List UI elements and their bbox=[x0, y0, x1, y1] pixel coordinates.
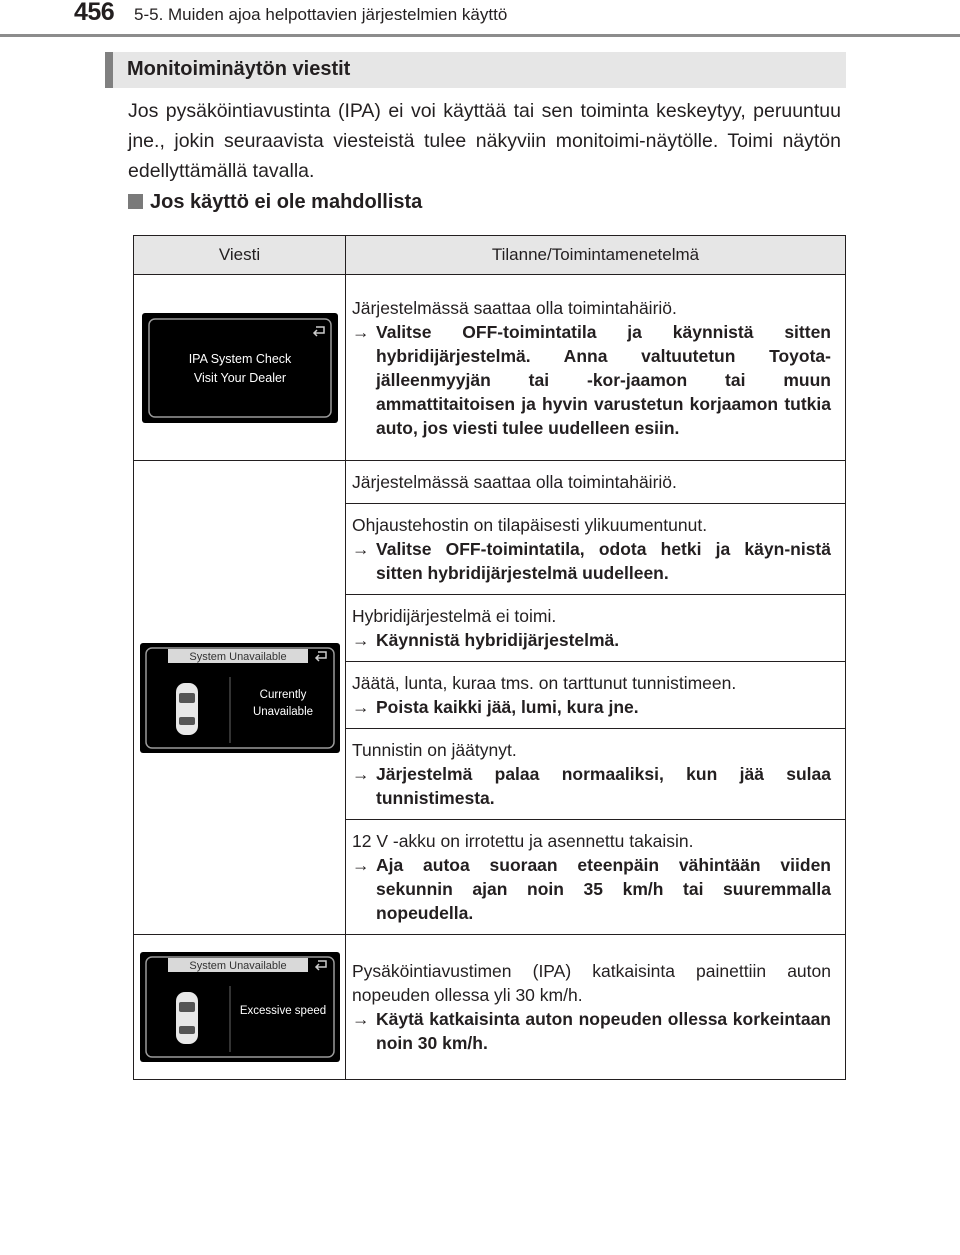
action-text: Aja autoa suoraan eteenpäin vähintään viiden sekunnin ajan noin 35 km/h tai suuremmalla nopeudella. bbox=[376, 855, 831, 923]
arrow-icon: → bbox=[352, 630, 370, 650]
table-row bbox=[134, 461, 846, 504]
screen-line-1: IPA System Check bbox=[188, 351, 291, 366]
header-divider bbox=[0, 34, 960, 37]
chapter-title: 5-5. Muiden ajoa helpottavien järjestelmien käyttö bbox=[134, 5, 508, 24]
section-heading-text: Monitoiminäytön viestit bbox=[127, 58, 351, 80]
column-header-message: Viesti bbox=[134, 236, 346, 275]
arrow-icon: → bbox=[352, 764, 370, 784]
message-table bbox=[133, 235, 846, 1080]
action-item bbox=[352, 695, 831, 719]
situation-cell bbox=[346, 461, 846, 504]
table-row bbox=[134, 275, 846, 461]
action-text: Valitse OFF-toimintatila, odota hetki ja käyn-nistä sitten hybridijärjestelmä uudelleen. bbox=[376, 539, 831, 583]
table-header-row bbox=[134, 236, 846, 275]
subheading-text: Jos käyttö ei ole mahdollista bbox=[150, 191, 423, 213]
intro-paragraph: Jos pysäköintiavustinta (IPA) ei voi käyttää tai sen toiminta keskeytyy, peruuntuu jne., jokin seuraavista viesteistä tulee näkyviin monitoimi-näytölle. Toimi näytön edellyttämällä tavalla. bbox=[128, 100, 841, 182]
situation-cell bbox=[346, 504, 846, 595]
system-unavailable-screen bbox=[140, 643, 340, 753]
screen-frame bbox=[142, 313, 338, 423]
situation-cell bbox=[346, 935, 846, 1080]
situation-text: Jäätä, lunta, kuraa tms. on tarttunut tunnistimeen. bbox=[352, 673, 737, 693]
action-item bbox=[352, 853, 831, 925]
screen-line-2: Visit Your Dealer bbox=[193, 370, 286, 385]
situation-text: Hybridijärjestelmä ei toimi. bbox=[352, 606, 557, 626]
screen-line-1: Excessive speed bbox=[239, 1005, 326, 1017]
action-text: Valitse OFF-toimintatila ja käynnistä sitten hybridijärjestelmä. Anna valtuutetun Toyota-jälleenmyyjän tai -kor-jaamon tai muun ammattitaitoisen ja hyvin varustetun korjaamon tutkia auto, jos viesti tulee uudelleen esiin. bbox=[376, 321, 831, 438]
action-text: Käynnistä hybridijärjestelmä. bbox=[376, 630, 620, 650]
column-header-situation: Tilanne/Toimintamenetelmä bbox=[346, 236, 846, 275]
arrow-icon: → bbox=[352, 855, 370, 875]
arrow-icon: → bbox=[352, 539, 370, 559]
message-image-cell bbox=[134, 461, 346, 935]
situation-text: Järjestelmässä saattaa olla toimintahäiriö. bbox=[352, 472, 677, 492]
situation-text: Ohjaustehostin on tilapäisesti ylikuumentunut. bbox=[352, 515, 708, 535]
message-image-cell bbox=[134, 275, 346, 461]
situation-text: 12 V -akku on irrotettu ja asennettu takaisin. bbox=[352, 831, 694, 851]
banner-text: System Unavailable bbox=[188, 960, 287, 972]
arrow-icon: → bbox=[352, 1009, 370, 1029]
screen-line-2: Unavailable bbox=[252, 705, 313, 718]
heading-accent-bar bbox=[105, 52, 113, 88]
action-item bbox=[352, 1007, 831, 1055]
excessive-speed-screen bbox=[140, 952, 340, 1062]
situation-cell bbox=[346, 275, 846, 461]
action-item bbox=[352, 537, 831, 585]
message-image-cell bbox=[134, 935, 346, 1080]
action-item bbox=[352, 628, 831, 652]
situation-cell bbox=[346, 662, 846, 729]
ipa-system-check-screen bbox=[142, 313, 338, 423]
page-number: 456 bbox=[74, 0, 115, 26]
screen-line-1: Currently bbox=[259, 688, 306, 701]
table-row bbox=[134, 935, 846, 1080]
situation-cell bbox=[346, 595, 846, 662]
subheading bbox=[128, 191, 422, 214]
arrow-icon: → bbox=[352, 697, 370, 717]
action-text: Järjestelmä palaa normaaliksi, kun jää sulaa tunnistimesta. bbox=[376, 764, 831, 808]
situation-cell bbox=[346, 729, 846, 820]
banner-text: System Unavailable bbox=[188, 650, 287, 663]
action-item bbox=[352, 762, 831, 810]
situation-cell bbox=[346, 820, 846, 935]
action-item bbox=[352, 320, 831, 440]
situation-text: Järjestelmässä saattaa olla toimintahäiriö. bbox=[352, 297, 677, 318]
arrow-icon: → bbox=[352, 321, 370, 342]
car-top-view-icon bbox=[176, 992, 198, 1044]
situation-text: Pysäköintiavustimen (IPA) katkaisinta painettiin auton nopeuden ollessa yli 30 km/h. bbox=[352, 961, 831, 1005]
car-top-view-icon bbox=[176, 683, 198, 735]
situation-text: Tunnistin on jäätynyt. bbox=[352, 740, 517, 760]
section-heading bbox=[105, 52, 846, 88]
action-text: Käytä katkaisinta auton nopeuden ollessa korkeintaan noin 30 km/h. bbox=[376, 1009, 831, 1053]
square-bullet-icon bbox=[128, 194, 143, 209]
action-text: Poista kaikki jää, lumi, kura jne. bbox=[376, 697, 639, 717]
